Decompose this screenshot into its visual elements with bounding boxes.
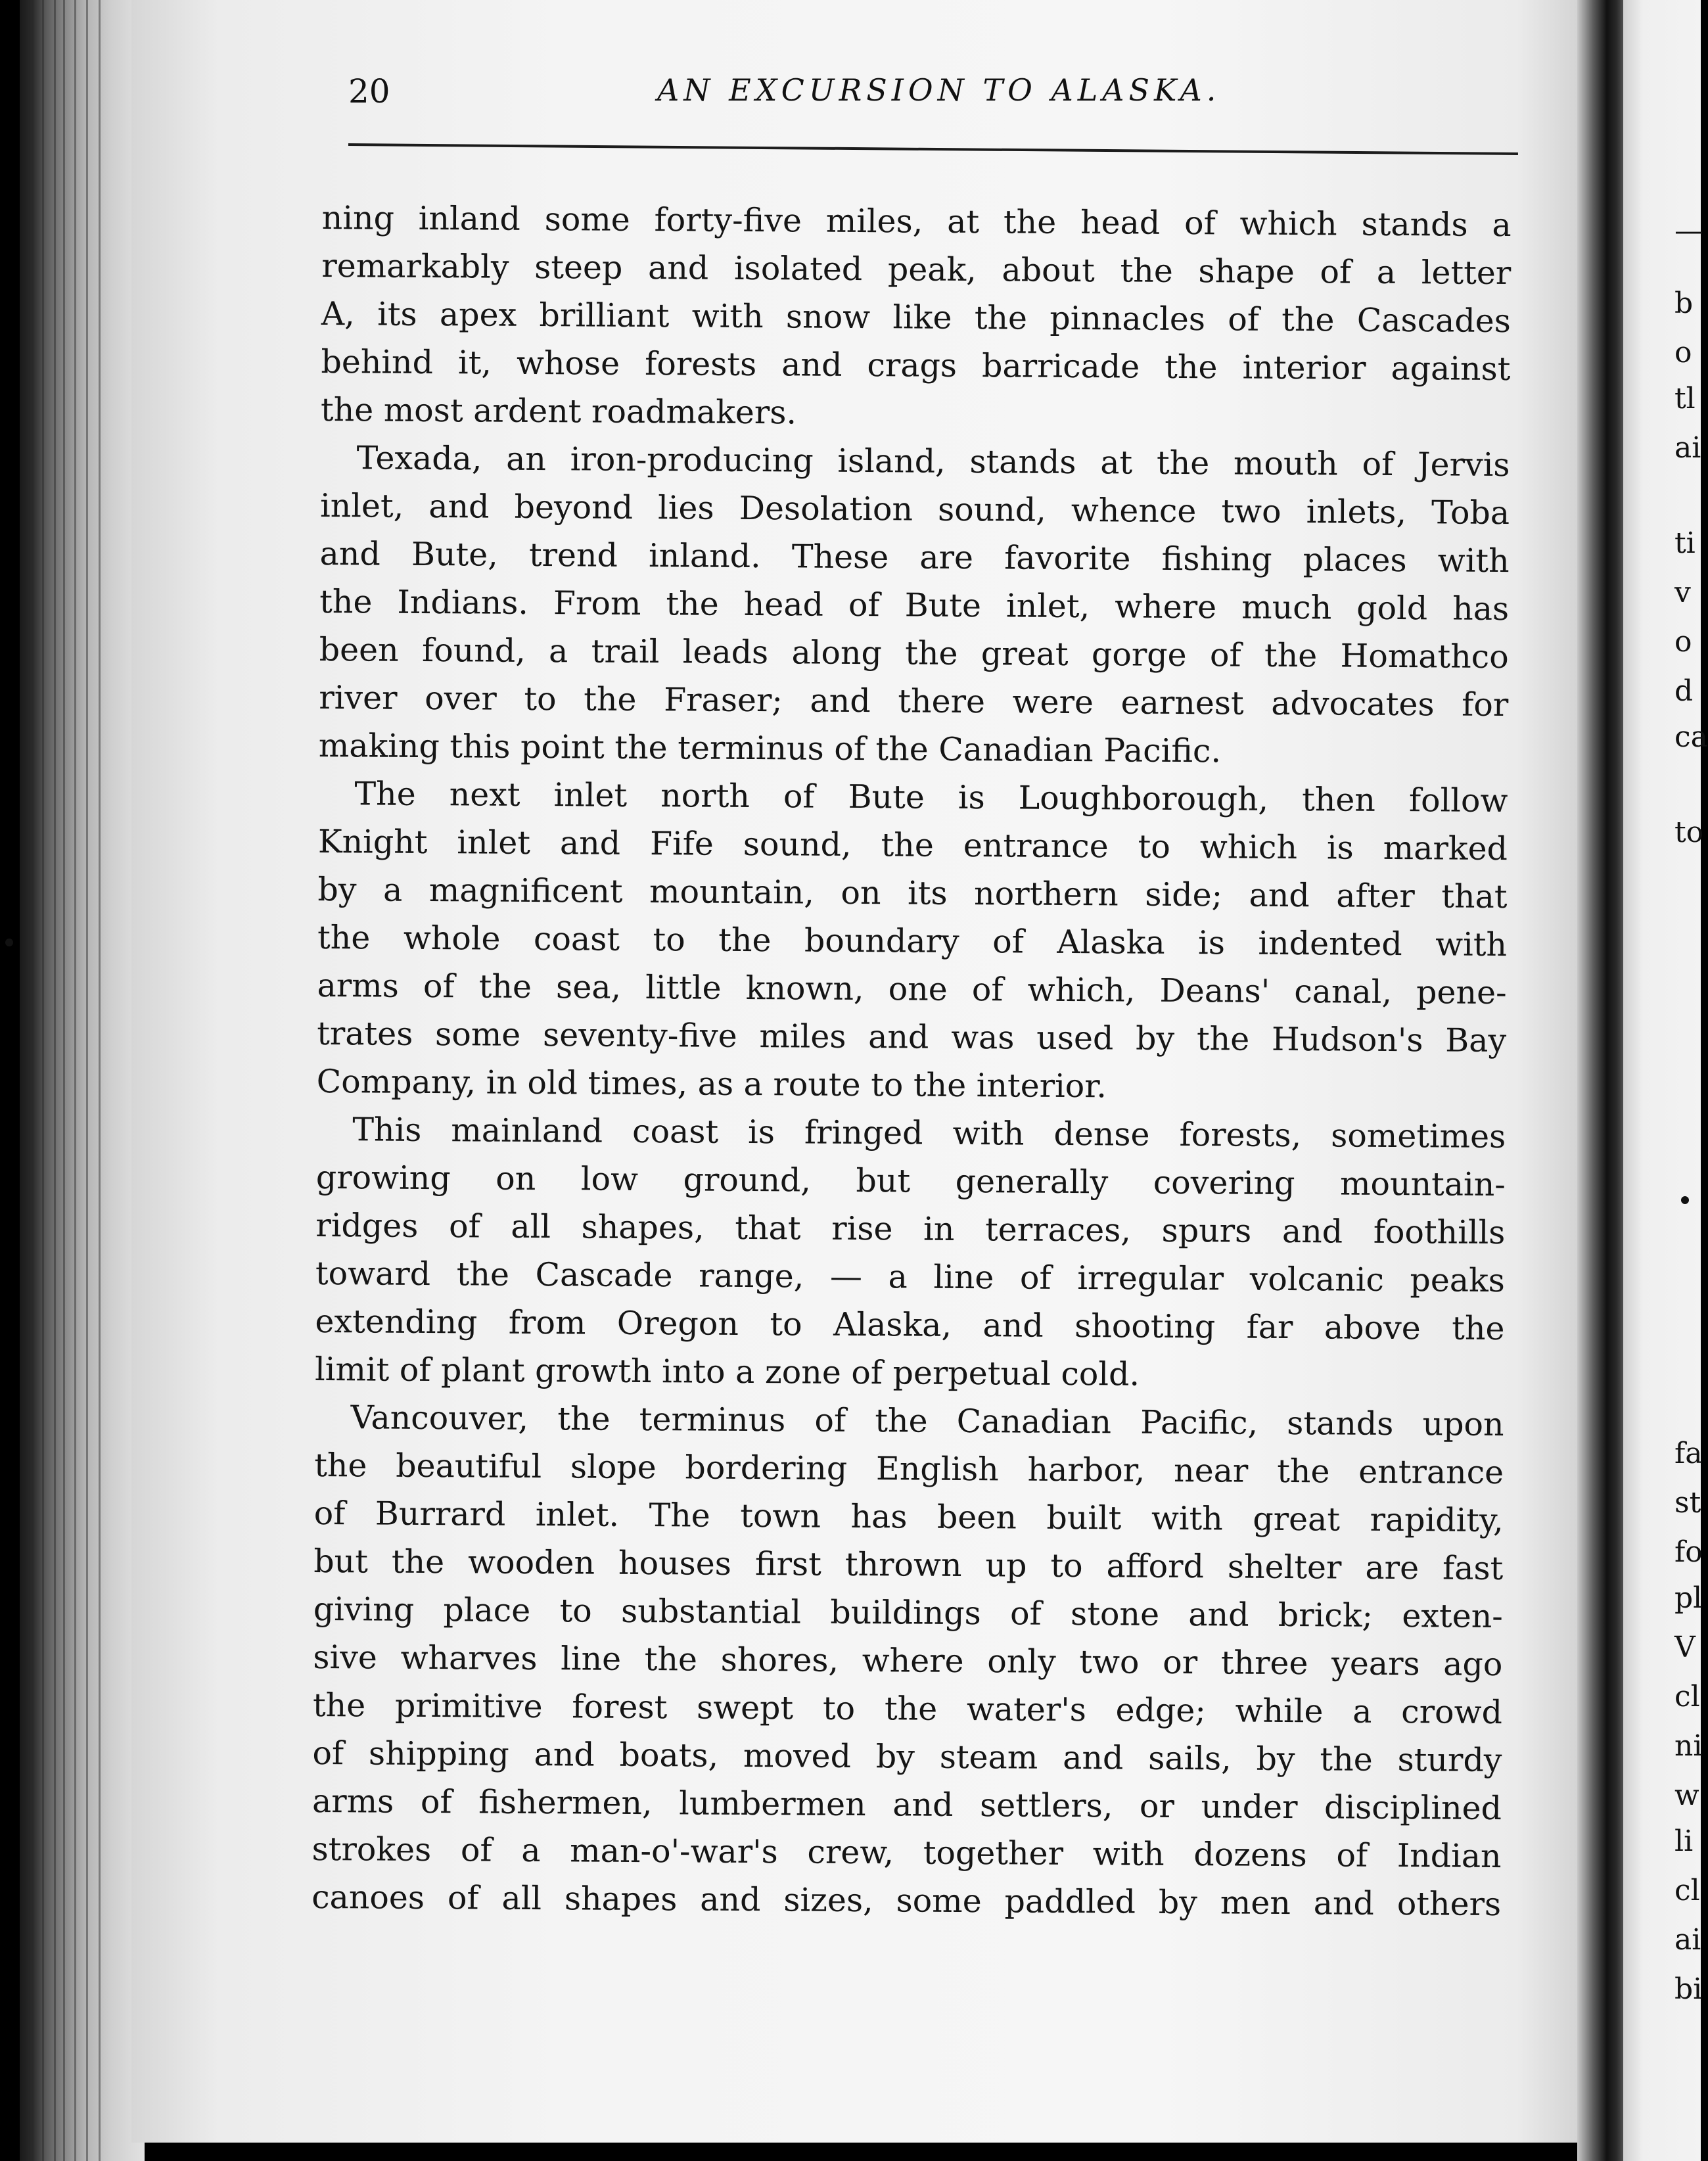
facing-fragment: — xyxy=(1674,214,1703,248)
facing-fragment: ai xyxy=(1674,1923,1701,1957)
text-line: sive wharves line the shores, where only two or three years ago xyxy=(313,1638,1503,1684)
facing-fragment: st xyxy=(1674,1486,1701,1520)
facing-fragment: V xyxy=(1674,1631,1696,1664)
facing-fragment: cl xyxy=(1674,1680,1700,1713)
text-line: making this point the terminus of the Canadian Pacific. xyxy=(318,726,1222,770)
facing-fragment: to xyxy=(1674,816,1704,849)
facing-fragment: d xyxy=(1674,674,1694,708)
facing-fragment: fo xyxy=(1674,1535,1703,1569)
facing-fragment: ti xyxy=(1674,526,1696,560)
text-line: giving place to substantial buildings of stone and brick; exten- xyxy=(313,1590,1503,1636)
text-line: ridges of all shapes, that rise in terraces, spurs and foothills xyxy=(315,1206,1506,1252)
facing-fragment: ai xyxy=(1674,431,1701,465)
facing-fragment: o xyxy=(1674,336,1692,369)
facing-fragment: o xyxy=(1674,625,1692,659)
text-line: canoes of all shapes and sizes, some paddled by men and others xyxy=(311,1878,1502,1924)
text-line: Knight inlet and Fife sound, the entrance to which is marked xyxy=(317,822,1508,868)
text-line: by a magnificent mountain, on its northern side; and after that xyxy=(317,870,1508,916)
facing-fragment: tl xyxy=(1674,382,1696,415)
margin-mark-right xyxy=(1681,1196,1689,1204)
text-line: inlet, and beyond lies Desolation sound, whence two inlets, Toba xyxy=(319,486,1510,532)
page-number: 20 xyxy=(348,72,390,110)
text-line: The next inlet north of Bute is Loughborough, then follow xyxy=(354,775,1508,820)
text-line: the Indians. From the head of Bute inlet, where much gold has xyxy=(319,582,1510,628)
text-line: Texada, an iron-producing island, stands at the mouth of Jervis xyxy=(356,439,1510,484)
text-line: ning inland some forty-five miles, at the head of which stands a xyxy=(321,198,1512,244)
facing-page-sliver xyxy=(1623,0,1708,2161)
text-line: river over to the Fraser; and there were earnest advocates for xyxy=(319,678,1509,724)
text-line: trates some seventy-five miles and was used by the Hudson's Bay xyxy=(317,1014,1507,1060)
facing-fragment: b xyxy=(1674,287,1694,320)
text-line: growing on low ground, but generally covering mountain- xyxy=(315,1158,1506,1204)
facing-fragment: pl xyxy=(1674,1581,1703,1615)
body-text xyxy=(312,194,1512,1928)
text-line: but the wooden houses first thrown up to afford shelter are fast xyxy=(313,1542,1504,1588)
text-line: of Burrard inlet. The town has been built with great rapidity, xyxy=(313,1494,1504,1540)
running-head: AN EXCURSION TO ALASKA. xyxy=(657,72,1221,108)
text-line: the beautiful slope bordering English harbor, near the entrance xyxy=(314,1446,1504,1492)
text-line: the most ardent roadmakers. xyxy=(320,390,797,432)
text-line: toward the Cascade range, — a line of irregular volcanic peaks xyxy=(315,1254,1506,1300)
text-line: arms of the sea, little known, one of which, Deans' canal, pene- xyxy=(317,966,1507,1012)
facing-fragment: ni xyxy=(1674,1729,1703,1763)
text-line: the whole coast to the boundary of Alaska is indented with xyxy=(317,918,1508,964)
facing-fragment: cl xyxy=(1674,1874,1700,1907)
facing-fragment: w xyxy=(1674,1778,1699,1812)
text-line: behind it, whose forests and crags barricade the interior against xyxy=(321,342,1511,388)
text-line: strokes of a man-o'-war's crew, together with dozens of Indian xyxy=(312,1830,1502,1876)
text-line: of shipping and boats, moved by steam and sails, by the sturdy xyxy=(312,1734,1502,1780)
text-line: This mainland coast is fringed with dense forests, sometimes xyxy=(352,1111,1506,1156)
text-line: remarkably steep and isolated peak, about the shape of a letter xyxy=(321,246,1512,292)
facing-fragment: bi xyxy=(1674,1972,1703,2006)
facing-fragment: ca xyxy=(1674,720,1708,754)
text-line: Company, in old times, as a route to the interior. xyxy=(316,1062,1107,1105)
margin-mark-left xyxy=(5,939,13,946)
page-edge-stack xyxy=(20,0,145,2161)
facing-fragment: v xyxy=(1674,576,1691,609)
text-line: limit of plant growth into a zone of perpetual cold. xyxy=(314,1350,1140,1393)
text-line: Vancouver, the terminus of the Canadian Pacific, stands upon xyxy=(350,1399,1504,1444)
text-line: extending from Oregon to Alaska, and shooting far above the xyxy=(315,1302,1505,1348)
text-line: been found, a trail leads along the great gorge of the Homathco xyxy=(319,630,1509,676)
text-line: the primitive forest swept to the water's edge; while a crowd xyxy=(312,1686,1503,1732)
facing-fragment: li xyxy=(1674,1824,1694,1858)
text-line: A, its apex brilliant with snow like the pinnacles of the Cascades xyxy=(321,294,1512,340)
facing-fragment: fa xyxy=(1674,1437,1703,1470)
text-line: arms of fishermen, lumbermen and settlers, or under disciplined xyxy=(312,1782,1502,1828)
text-line: and Bute, trend inland. These are favorite fishing places with xyxy=(319,534,1510,580)
